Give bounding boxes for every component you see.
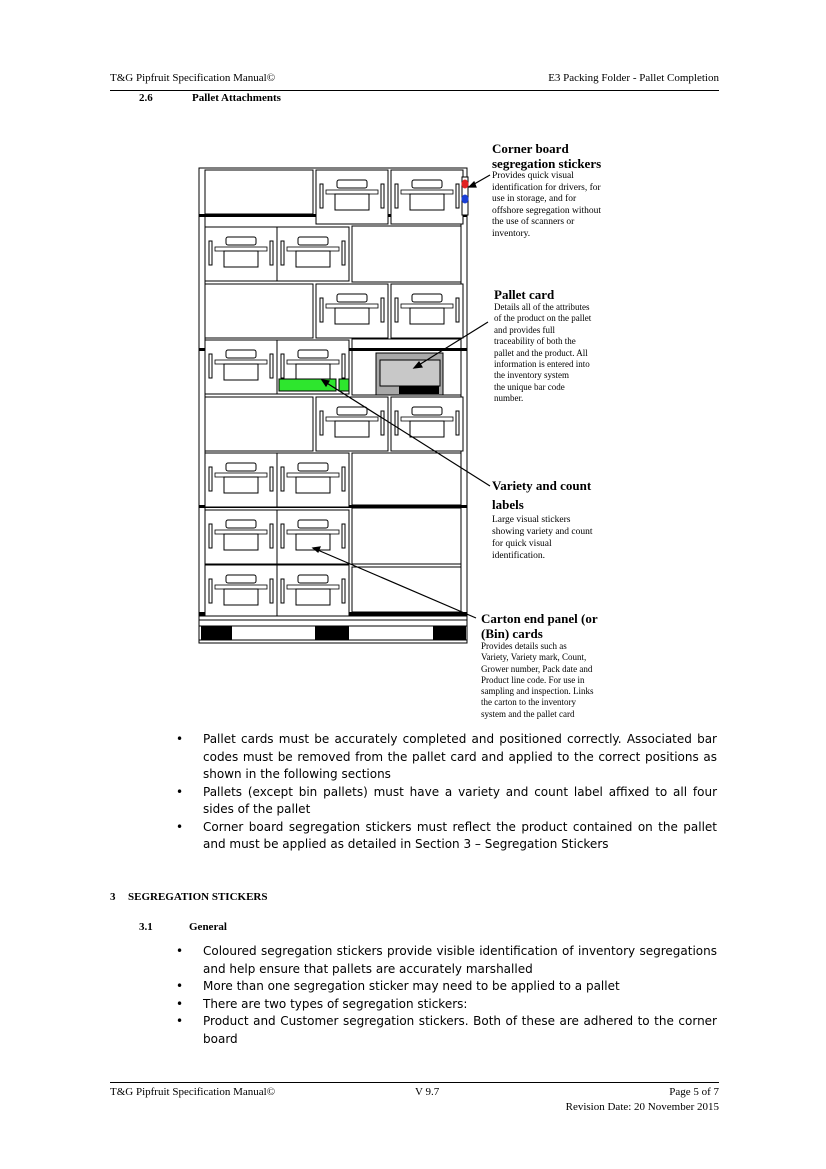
footer-revision-date: Revision Date: 20 November 2015	[565, 1101, 719, 1113]
list-item: • Coloured segregation stickers provide visible identification of inventory segregations and help ensure that pallets are accurately marshalled	[176, 943, 717, 978]
segregation-sticker-red	[462, 180, 469, 189]
bullet-list-segregation-general	[176, 943, 717, 1048]
callout-carton-end-panel	[481, 611, 621, 720]
list-item: • There are two types of segregation stickers:	[176, 996, 717, 1014]
callout-carton-end-panel-title: Carton end panel (or (Bin) cards	[481, 611, 598, 641]
list-item: • Corner board segregation stickers must reflect the product contained on the pallet and must be applied as detailed in Section 3 – Segregation Stickers	[176, 819, 717, 854]
header-right: E3 Packing Folder - Pallet Completion	[548, 72, 719, 84]
list-item: • Product and Customer segregation stickers. Both of these are adhered to the corner board	[176, 1013, 717, 1048]
list-item: • Pallets (except bin pallets) must have a variety and count label affixed to all four sides of the pallet	[176, 784, 717, 819]
footer-page-number: Page 5 of 7	[669, 1086, 719, 1098]
header-left: T&G Pipfruit Specification Manual©	[110, 72, 276, 84]
callout-corner-board	[492, 141, 618, 240]
section-number: 2.6	[139, 92, 153, 104]
footer-version: V 9.7	[415, 1086, 440, 1098]
list-item: • Pallet cards must be accurately completed and positioned correctly. Associated bar codes must be removed from the pallet card and applied to the correct positions as shown in the following sections	[176, 731, 717, 784]
section-3-1-number: 3.1	[139, 921, 153, 933]
section-3-1-title: General	[189, 921, 227, 933]
section-3-title: SEGREGATION STICKERS	[128, 891, 268, 903]
callout-pallet-card	[494, 287, 614, 405]
section-3-number: 3	[110, 891, 116, 903]
callout-pallet-card-title: Pallet card	[494, 287, 555, 302]
callout-corner-board-title: Corner board segregation stickers	[492, 141, 602, 171]
list-item: • More than one segregation sticker may need to be applied to a pallet	[176, 978, 717, 996]
segregation-sticker-blue	[462, 195, 469, 204]
callout-pallet-card-body: Details all of the attributes of the product on the pallet and provides full traceability of both the pallet and the product. All information is entered into the inventory system the unique bar code number.	[494, 302, 592, 404]
callout-variety-count-title: Variety and count labels	[492, 478, 592, 512]
bullet-list-pallet-attachments	[176, 731, 717, 854]
section-title: Pallet Attachments	[192, 92, 281, 104]
footer-left: T&G Pipfruit Specification Manual©	[110, 1086, 276, 1098]
footer-rule	[110, 1082, 719, 1083]
callout-carton-end-panel-body: Provides details such as Variety, Variety mark, Count, Grower number, Pack date and Product line code. For use in sampling and inspection. Links the carton to the inventory system and the pallet card	[481, 641, 594, 719]
callout-variety-count	[492, 476, 622, 562]
callout-corner-board-body: Provides quick visual identification for drivers, for use in storage, and for offshore segregation without the use of scanners or inventory.	[492, 171, 602, 239]
callout-variety-count-body: Large visual stickers showing variety and count for quick visual identification.	[492, 515, 593, 561]
